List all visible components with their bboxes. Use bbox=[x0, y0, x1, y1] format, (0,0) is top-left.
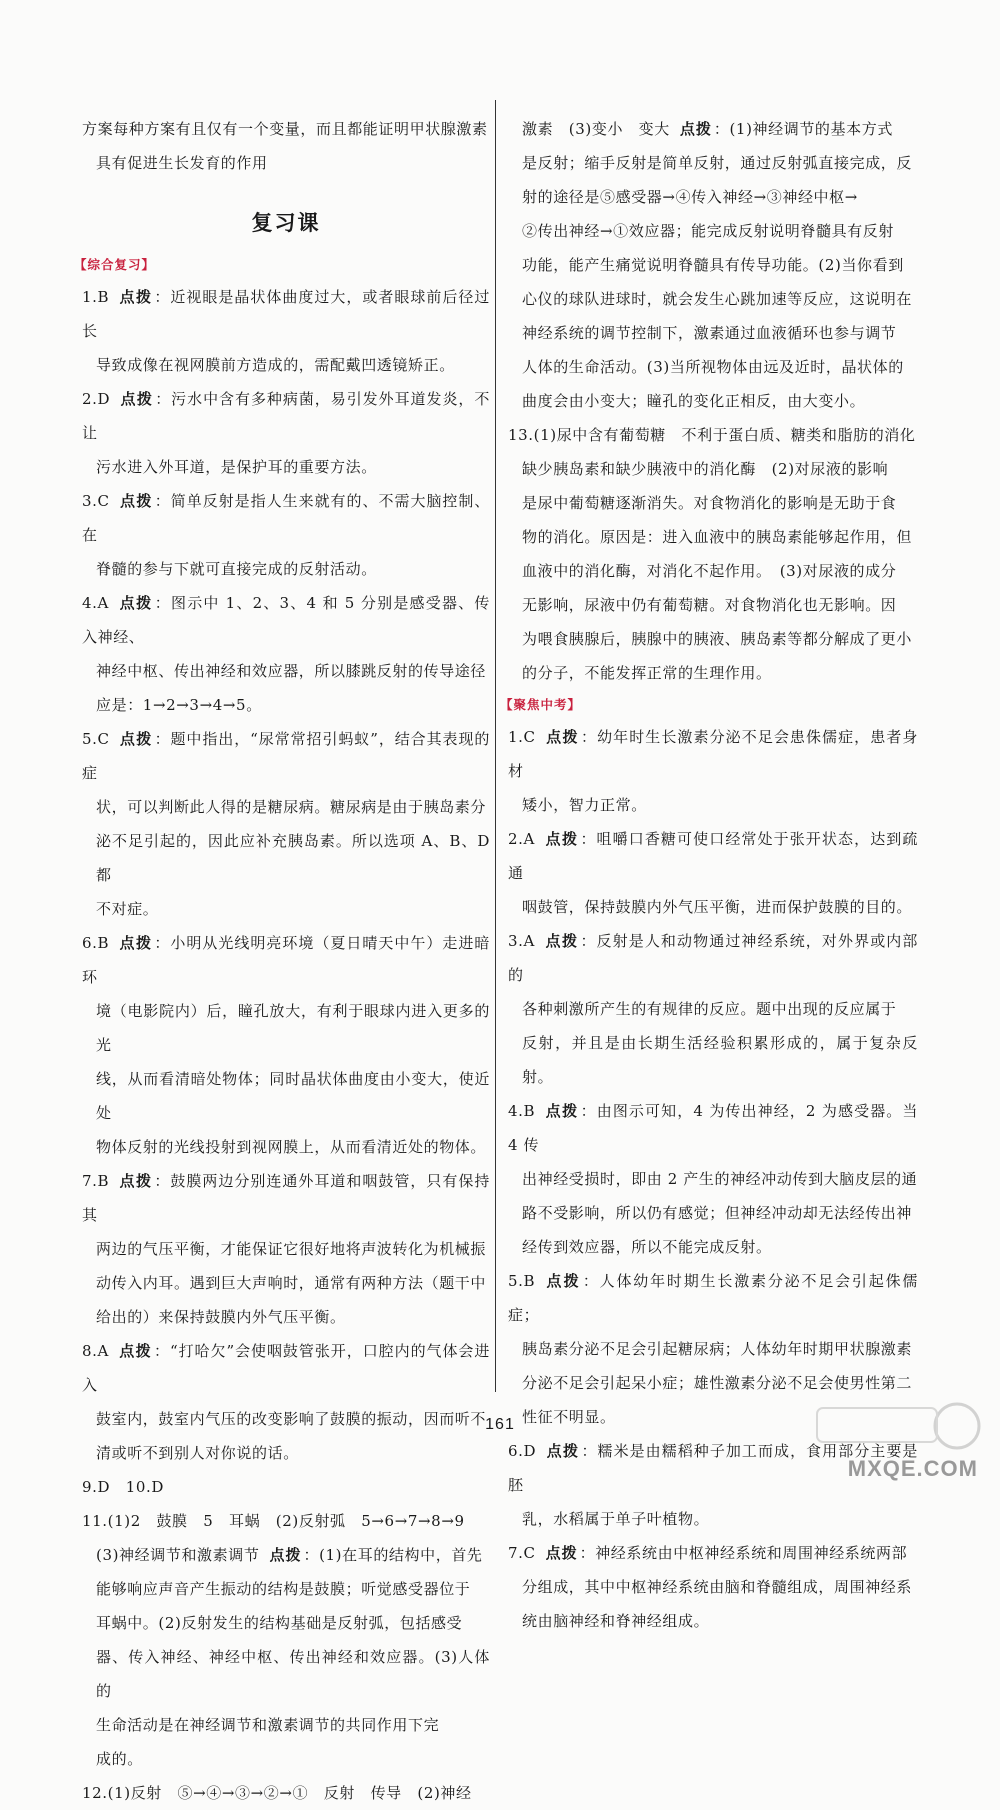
answer-q11: 11.(1)2 鼓膜 5 耳蜗 (2)反射弧 5→6→7→8→9 (3)神经调节和激素调节 点拨 ：(1)在耳的结构中，首先 能够响应声音产生振动的结构是鼓膜；听觉感受器位于 耳蜗中。(2)反射发生的结构基础是反射弧，包括感受 器、传入神经、神经中枢、传出神经和效应器。(3)人体的 生命活动是在神经调节和激素调节的共同作用下完 成的。 bbox=[82, 1512, 490, 1768]
exam-answer-6: 6.D 点拨 ：糯米是由糯稻种子加工而成，食用部分主要是胚 乳，水稻属于单子叶植物。 bbox=[508, 1442, 918, 1528]
exam-answer-4: 4.B 点拨 ：由图示可知，4 为传出神经，2 为感受器。当 4 传 出神经受损时，即由 2 产生的神经冲动传到大脑皮层的通 路不受影响，所以仍有感觉；但神经冲动却无法经传出神 经传到效应器，所以不能完成反射。 bbox=[508, 1102, 918, 1256]
page-number: 161 bbox=[485, 1416, 515, 1433]
intro-line-1: 方案每种方案有且仅有一个变量，而且都能证明甲状腺激素 bbox=[82, 120, 488, 138]
section-heading-review: 【综合复习】 bbox=[74, 257, 156, 272]
answer-q12-continued: 激素 (3)变小 变大 点拨 ：(1)神经调节的基本方式 是反射；缩手反射是简单反射，通过反射弧直接完成，反 射的途径是⑤感受器→④传入神经→③神经中枢→ ②传出神经→①效应器；能完成反射说明脊髓具有反射 功能，能产生痛觉说明脊髓具有传导功能。(2)当你看到 心仪的球队进球时，就会发生心跳加速等反应，这说明在 神经系统的调节控制下，激素通过血液循环也参与调节 人体的生命活动。(3)当所视物体由远及近时，晶状体的 曲度会由小变大；瞳孔的变化正相反，由大变小。 bbox=[522, 120, 913, 410]
section-heading-exam: 【聚焦中考】 bbox=[500, 697, 582, 712]
exam-answer-2: 2.A 点拨 ：咀嚼口香糖可使口经常处于张开状态，达到疏通 咽鼓管，保持鼓膜内外气压平衡，进而保护鼓膜的目的。 bbox=[508, 830, 918, 916]
answer-q9-q10: 9.D 10.D bbox=[82, 1478, 165, 1496]
answer-q13: 13.(1)尿中含有葡萄糖 不利于蛋白质、糖类和脂肪的消化 缺少胰岛素和缺少胰液中的消化酶 (2)对尿液的影响 是尿中葡萄糖逐渐消失。对食物消化的影响是无助于食 物的消化。原因是：进入血液中的胰岛素能够起作用，但 血液中的消化酶，对消化不起作用。 (3)对尿液的成分 无影响，尿液中仍有葡萄糖。对食物消化也无影响。因 为喂食胰腺后，胰腺中的胰液、胰岛素等都分解成了更小 的分子，不能发挥正常的生理作用。 bbox=[508, 426, 916, 682]
answer-q5: 5.C 点拨 ：题中指出，“尿常常招引蚂蚁”，结合其表现的症 状，可以判断此人得的是糖尿病。糖尿病是由于胰岛素分 泌不足引起的，因此应补充胰岛素。所以选项 A、B、D 都 不对症。 bbox=[82, 730, 490, 918]
intro-line-2: 具有促进生长发育的作用 bbox=[96, 154, 268, 172]
answer-q12: 12.(1)反射 ⑤→④→③→②→① 反射 传导 (2)神经 bbox=[82, 1784, 472, 1802]
answer-q8: 8.A 点拨 ：“打哈欠”会使咽鼓管张开，口腔内的气体会进入 鼓室内，鼓室内气压的改变影响了鼓膜的振动，因而听不 清或听不到别人对你说的话。 bbox=[82, 1342, 490, 1462]
answer-q4: 4.A 点拨 ：图示中 1、2、3、4 和 5 分别是感受器、传入神经、 神经中枢、传出神经和效应器，所以膝跳反射的传导途径 应是：1→2→3→4→5。 bbox=[82, 594, 490, 714]
answer-q1: 1.B 点拨 ：近视眼是晶状体曲度过大，或者眼球前后径过长 导致成像在视网膜前方造成的，需配戴凹透镜矫正。 bbox=[82, 288, 490, 374]
left-column bbox=[74, 112, 490, 1810]
exam-answer-3: 3.A 点拨 ：反射是人和动物通过神经系统，对外界或内部的 各种刺激所产生的有规律的反应。题中出现的反应属于 反射，并且是由长期生活经验积累形成的，属于复杂反射。 bbox=[508, 932, 918, 1086]
answer-q6: 6.B 点拨 ：小明从光线明亮环境（夏日晴天中午）走进暗环 境（电影院内）后，瞳孔放大，有利于眼球内进入更多的光 线，从而看清暗处物体；同时晶状体曲度由小变大，使近处 物体反射的光线投射到视网膜上，从而看清近处的物体。 bbox=[82, 934, 490, 1156]
answer-q3: 3.C 点拨 ：简单反射是指人生来就有的、不需大脑控制、在 脊髓的参与下就可直接完成的反射活动。 bbox=[82, 492, 490, 578]
answer-q7: 7.B 点拨 ：鼓膜两边分别连通外耳道和咽鼓管，只有保持其 两边的气压平衡，才能保证它很好地将声波转化为机械振 动传入内耳。遇到巨大声响时，通常有两种方法（题干中 给出的）来保持鼓膜内外气压平衡。 bbox=[82, 1172, 490, 1326]
exam-answer-7: 7.C 点拨 ：神经系统由中枢神经系统和周围神经系统两部 分组成，其中中枢神经系统由脑和脊髓组成，周围神经系 统由脑神经和脊神经组成。 bbox=[508, 1544, 913, 1630]
page-title: 复习课 bbox=[251, 211, 321, 235]
column-divider bbox=[495, 100, 496, 1392]
answer-q2: 2.D 点拨 ：污水中含有多种病菌，易引发外耳道发炎，不让 污水进入外耳道，是保护耳的重要方法。 bbox=[82, 390, 490, 476]
exam-answer-1: 1.C 点拨 ：幼年时生长激素分泌不足会患侏儒症，患者身材 矮小，智力正常。 bbox=[508, 728, 918, 814]
exam-answer-5: 5.B 点拨 ：人体幼年时期生长激素分泌不足会引起侏儒症； 胰岛素分泌不足会引起糖尿病；人体幼年时期甲状腺激素 分泌不足会引起呆小症；雄性激素分泌不足会使男性第二 性征不明显。 bbox=[508, 1272, 918, 1426]
watermark-text: MXQE.COM bbox=[847, 1456, 978, 1481]
